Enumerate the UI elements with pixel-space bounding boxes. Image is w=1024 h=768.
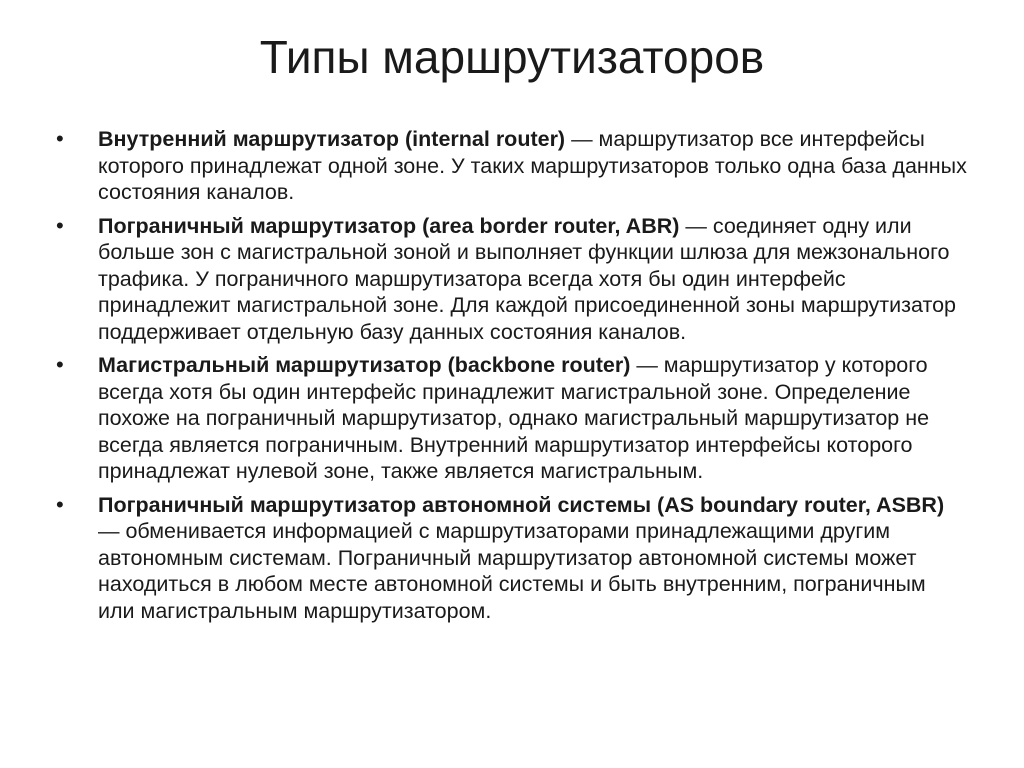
term-backbone-router: Магистральный маршрутизатор (backbone router) bbox=[98, 353, 631, 377]
bullet-icon: • bbox=[56, 491, 64, 517]
term-as-boundary-router: Пограничный маршрутизатор автономной системы (AS boundary router, ASBR) bbox=[98, 492, 945, 517]
bullet-list bbox=[56, 126, 968, 631]
list-item bbox=[56, 126, 968, 206]
definition-text: — соединяет одну или больше зон с магистральной зоной и выполняет функции шлюза для межзонального трафика. У пограничного маршрутизатора всегда хотя бы один интерфейс принадлежит магистральной зоне. Для каждой присоединенной зоны маршрутизатор поддерживает отдельную базу данных состояния каналов. bbox=[98, 213, 957, 344]
list-item bbox=[56, 352, 968, 485]
list-item bbox=[56, 213, 968, 346]
definition-text: — маршрутизатор все интерфейсы которого принадлежат одной зоне. У таких маршрутизаторов только одна база данных состояния каналов. bbox=[98, 127, 967, 204]
term-internal-router: Внутренний маршрутизатор (internal router) bbox=[98, 127, 566, 151]
bullet-icon: • bbox=[56, 352, 64, 377]
bullet-icon: • bbox=[56, 212, 64, 238]
term-area-border-router: Пограничный маршрутизатор (area border router, ABR) bbox=[98, 213, 680, 238]
definition-text: — маршрутизатор у которого всегда хотя бы один интерфейс принадлежит магистральной зоне. Определение похоже на пограничный маршрутизатор, однако магистральный маршрутизатор не всегда является пограничным. Внутренний маршрутизатор интерфейсы которого принадлежат нулевой зоне, также является магистральным. bbox=[98, 353, 930, 483]
bullet-icon: • bbox=[56, 126, 64, 151]
slide-title: Типы маршрутизаторов bbox=[259, 31, 765, 83]
list-item bbox=[56, 492, 968, 625]
definition-text: — обменивается информацией с маршрутизаторами принадлежащими другим автономным системам. Пограничный маршрутизатор автономной системы может находиться в любом месте автономной системы и быть внутренним, пограничным или магистральным маршрутизатором. bbox=[98, 519, 926, 623]
